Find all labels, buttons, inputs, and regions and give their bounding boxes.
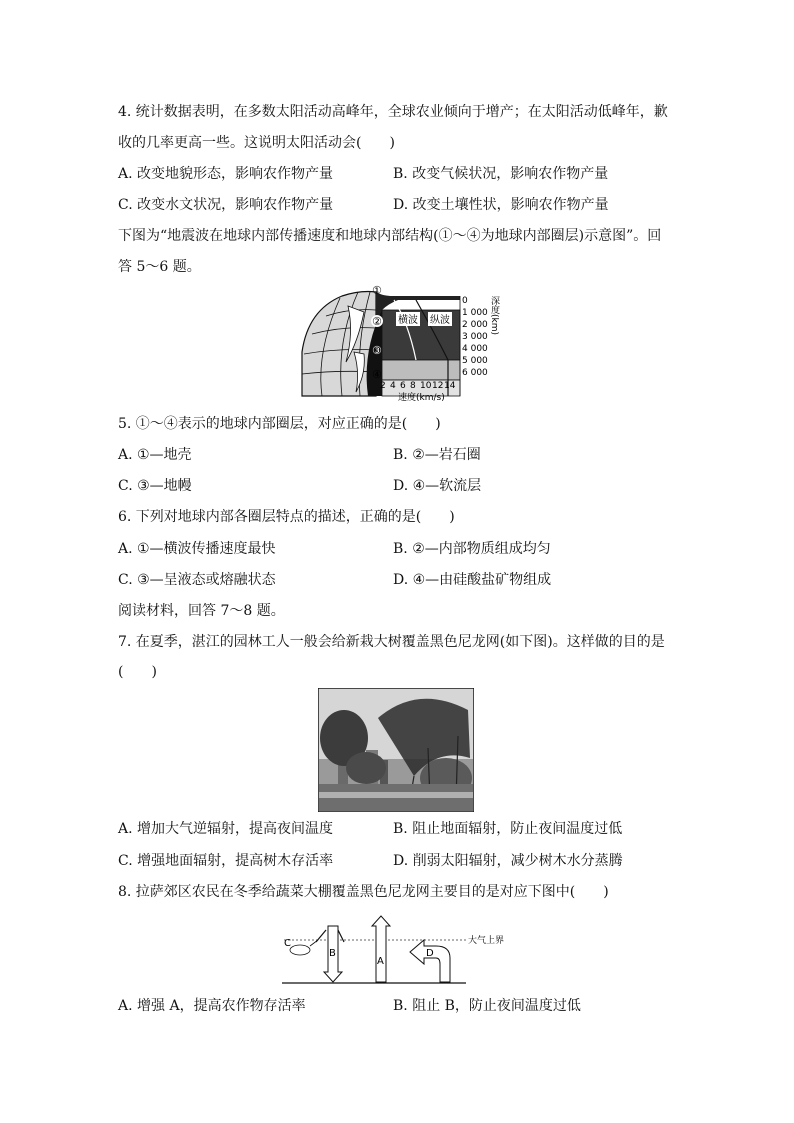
- q7-option-b: B. 阻止地面辐射，防止夜间温度过低: [393, 821, 623, 837]
- q4-option-b: B. 改变气候状况，影响农作物产量: [393, 166, 609, 182]
- circled-4: ④: [372, 368, 382, 381]
- speed-axis-label: 速度(km/s): [398, 393, 445, 402]
- q7-option-a: A. 增加大气逆辐射，提高夜间温度: [118, 821, 334, 837]
- depth-axis-label: 深度(km): [489, 296, 499, 336]
- q6-stem: 6. 下列对地球内部各圈层特点的描述，正确的是( ): [118, 509, 455, 525]
- speed-tick-1: 4: [390, 381, 396, 391]
- circled-2: ②: [372, 315, 382, 328]
- speed-tick-5: 12: [432, 381, 444, 391]
- circled-3: ③: [372, 344, 382, 357]
- q4-option-a: A. 改变地貌形态，影响农作物产量: [118, 166, 334, 182]
- q8-option-b: B. 阻止 B，防止夜间温度过低: [393, 998, 581, 1014]
- speed-tick-2: 6: [400, 381, 406, 391]
- earth-structure-figure: [298, 282, 506, 402]
- q6-option-a: A. ①—横波传播速度最快: [118, 541, 276, 557]
- depth-tick-5: 5 000: [462, 356, 488, 366]
- q4-option-c: C. 改变水文状况，影响农作物产量: [118, 197, 334, 213]
- depth-tick-0: 0: [462, 296, 468, 306]
- q7-option-c: C. 增强地面辐射，提高树木存活率: [118, 853, 334, 869]
- circled-1: ①: [372, 284, 382, 297]
- q6-option-c: C. ③—呈液态或熔融状态: [118, 572, 276, 588]
- q4-stem-line1: 4. 统计数据表明，在多数太阳活动高峰年，全球农业倾向于增产；在太阳活动低峰年，歉: [118, 104, 668, 120]
- q5-option-d: D. ④—软流层: [393, 478, 482, 494]
- depth-tick-3: 3 000: [462, 332, 488, 342]
- depth-tick-6: 6 000: [462, 368, 488, 378]
- wave-label-p: 纵波: [430, 315, 450, 326]
- q7-stem-line1: 7. 在夏季，湛江的园林工人一般会给新栽大树覆盖黑色尼龙网(如下图)。这样做的目的是: [118, 634, 665, 650]
- depth-tick-4: 4 000: [462, 344, 488, 354]
- speed-tick-4: 10: [420, 381, 432, 391]
- arrow-b-label: B: [329, 948, 336, 959]
- arrow-d-label: D: [426, 948, 434, 959]
- q6-option-d: D. ④—由硅酸盐矿物组成: [393, 572, 552, 588]
- radiation-diagram: [280, 912, 516, 986]
- q5-stem: 5. ①～④表示的地球内部圈层，对应正确的是( ): [118, 416, 441, 432]
- speed-tick-3: 8: [410, 381, 416, 391]
- speed-tick-6: 14: [444, 381, 456, 391]
- depth-tick-2: 2 000: [462, 320, 488, 330]
- top-of-atmosphere-label: 大气上界: [468, 936, 505, 946]
- intro56-line2: 答 5～6 题。: [118, 259, 201, 275]
- speed-tick-0: 2: [380, 381, 386, 391]
- q8-option-a: A. 增强 A，提高农作物存活率: [118, 998, 306, 1014]
- intro56-line1: 下图为“地震波在地球内部传播速度和地球内部结构(①～④为地球内部圈层)示意图”。回: [118, 228, 662, 244]
- arrow-a-label: A: [377, 956, 384, 967]
- intro78-line: 阅读材料，回答 7～8 题。: [118, 603, 285, 619]
- q7-option-d: D. 削弱太阳辐射，减少树木水分蒸腾: [393, 853, 623, 869]
- q4-stem-line2: 收的几率更高一些。这说明太阳活动会( ): [118, 135, 395, 151]
- arrow-c-label: C: [284, 938, 291, 949]
- q7-stem-line2: ( ): [118, 664, 157, 680]
- q5-option-a: A. ①—地壳: [118, 447, 192, 463]
- q6-option-b: B. ②—内部物质组成均匀: [393, 541, 551, 557]
- nylon-net-photo: [318, 688, 474, 812]
- q5-option-c: C. ③—地幔: [118, 478, 192, 494]
- q8-stem: 8. 拉萨郊区农民在冬季给蔬菜大棚覆盖黑色尼龙网主要目的是对应下图中( ): [118, 884, 609, 900]
- q5-option-b: B. ②—岩石圈: [393, 447, 481, 463]
- depth-tick-1: 1 000: [462, 308, 488, 318]
- wave-label-s: 横波: [398, 315, 418, 326]
- q4-option-d: D. 改变土壤性状，影响农作物产量: [393, 197, 609, 213]
